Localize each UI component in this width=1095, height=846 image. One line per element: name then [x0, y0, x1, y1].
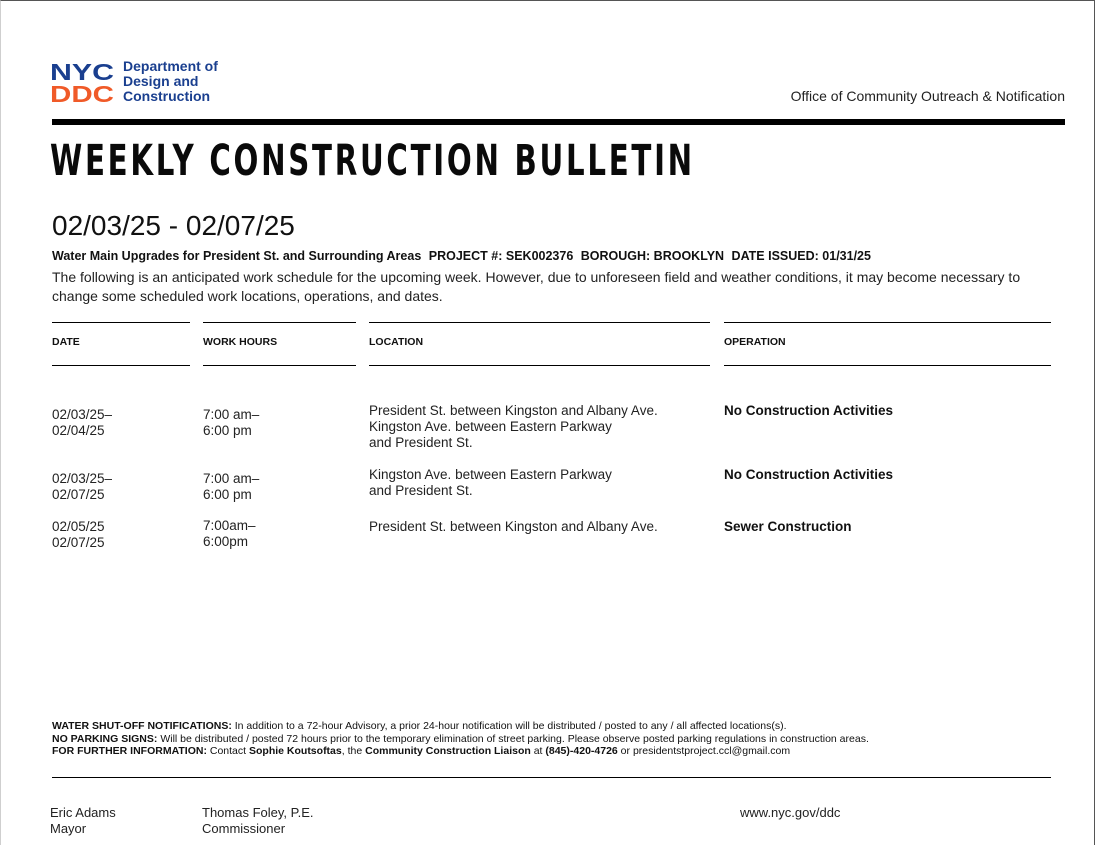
footer-website-link[interactable]: www.nyc.gov/ddc — [740, 805, 841, 820]
cell-line: and President St. — [369, 435, 473, 450]
agency-line: Construction — [123, 88, 211, 104]
agency-name — [123, 59, 218, 104]
note-text: In addition to a 72-hour Advisory, a prior 24-hour notification will be distributed / posted to any / all affected locations(s). — [231, 720, 787, 732]
cell-line: 02/04/25 — [52, 423, 105, 438]
cell-line: President St. between Kingston and Albany Ave. — [369, 403, 658, 418]
note-text: Will be distributed / posted 72 hours prior to the temporary elimination of street parking. Please observe posted parking regulations in construction areas. — [157, 732, 869, 745]
office-name: Office of Community Outreach & Notification — [790, 88, 1065, 104]
table-row-operation: No Construction Activities — [724, 403, 894, 418]
cell-line: 7:00 am– — [203, 471, 260, 486]
project-date-issued: DATE ISSUED: 01/31/25 — [731, 249, 871, 263]
cell-line: 6:00pm — [203, 534, 249, 549]
mayor-title: Mayor — [50, 821, 87, 836]
table-row-location — [369, 519, 658, 535]
bulletin-title: WEEKLY CONSTRUCTION BULLETIN — [50, 136, 695, 186]
column-header-date — [52, 322, 190, 366]
project-number: PROJECT #: SEK002376 — [428, 249, 574, 263]
cell-line: 7:00 am– — [203, 407, 260, 422]
cell-line: 6:00 pm — [203, 487, 252, 502]
project-name: Water Main Upgrades for President St. and Surrounding Areas — [52, 249, 422, 263]
header-divider — [52, 119, 1065, 125]
project-borough: BOROUGH: BROOKLYN — [580, 249, 725, 263]
logo-ddc-text: DDC — [50, 81, 114, 103]
table-row-hours — [203, 471, 259, 503]
cell-line: Kingston Ave. between Eastern Parkway — [369, 467, 612, 482]
table-row-location — [369, 467, 612, 499]
table-row-hours — [203, 518, 256, 550]
liaison-name: Sophie Koutsoftas — [248, 745, 342, 757]
column-header-label: DATE — [52, 336, 80, 348]
column-header-label: LOCATION — [369, 336, 424, 348]
table-row-hours — [203, 407, 259, 439]
column-header-operation — [724, 322, 1051, 366]
notification-notes — [52, 720, 869, 758]
note-label: NO PARKING SIGNS: — [52, 732, 158, 745]
agency-line: Design and — [123, 73, 199, 89]
table-row-date — [52, 407, 112, 439]
note-label: WATER SHUT-OFF NOTIFICATIONS: — [52, 720, 232, 732]
mayor-name: Eric Adams — [50, 805, 116, 820]
cell-line: 02/07/25 — [52, 535, 105, 550]
column-header-work-hours — [203, 322, 356, 366]
commissioner-name: Thomas Foley, P.E. — [202, 805, 314, 820]
note-text: Contact — [206, 745, 249, 757]
footer-mayor — [50, 805, 116, 837]
cell-line: and President St. — [369, 483, 473, 498]
water-shutoff-note — [52, 720, 869, 733]
cell-line: 02/05/25 — [52, 519, 105, 534]
cell-line: 02/07/25 — [52, 487, 105, 502]
table-row-location — [369, 403, 658, 451]
footer-commissioner — [202, 805, 314, 837]
cell-line: 7:00am– — [203, 518, 256, 533]
intro-paragraph: The following is an anticipated work schedule for the upcoming week. However, due to unforeseen field and weather conditions, it may become necessary to change some scheduled work locations, operations, and dates. — [52, 269, 1021, 304]
no-parking-note — [52, 733, 869, 746]
column-header-label: OPERATION — [724, 336, 786, 348]
cell-line: President St. between Kingston and Albany Ave. — [369, 519, 658, 534]
note-text: , the — [341, 745, 366, 757]
project-info — [52, 249, 875, 263]
footer-divider — [52, 777, 1051, 778]
liaison-role: Community Construction Liaison — [365, 745, 531, 757]
commissioner-title: Commissioner — [202, 821, 286, 836]
column-header-location — [369, 322, 710, 366]
nyc-ddc-logo — [50, 59, 116, 103]
cell-line: 6:00 pm — [203, 423, 252, 438]
column-header-label: WORK HOURS — [203, 336, 278, 348]
agency-line: Department of — [123, 58, 218, 74]
cell-line: 02/03/25– — [52, 407, 113, 422]
note-label: FOR FURTHER INFORMATION: — [52, 745, 207, 757]
cell-line: Kingston Ave. between Eastern Parkway — [369, 419, 612, 434]
table-row-date — [52, 471, 112, 503]
further-info-note — [52, 745, 869, 758]
note-text: at — [530, 745, 546, 757]
cell-line: 02/03/25– — [52, 471, 113, 486]
table-row-operation: Sewer Construction — [724, 519, 852, 534]
logo-nyc-text: NYC — [50, 59, 114, 85]
note-text: or — [617, 745, 633, 757]
liaison-email: presidentstproject.ccl@gmail.com — [632, 745, 791, 757]
date-range: 02/03/25 - 02/07/25 — [52, 210, 295, 241]
table-row-date — [52, 519, 105, 551]
table-row-operation: No Construction Activities — [724, 467, 894, 482]
liaison-phone: (845)-420-4726 — [545, 745, 618, 757]
